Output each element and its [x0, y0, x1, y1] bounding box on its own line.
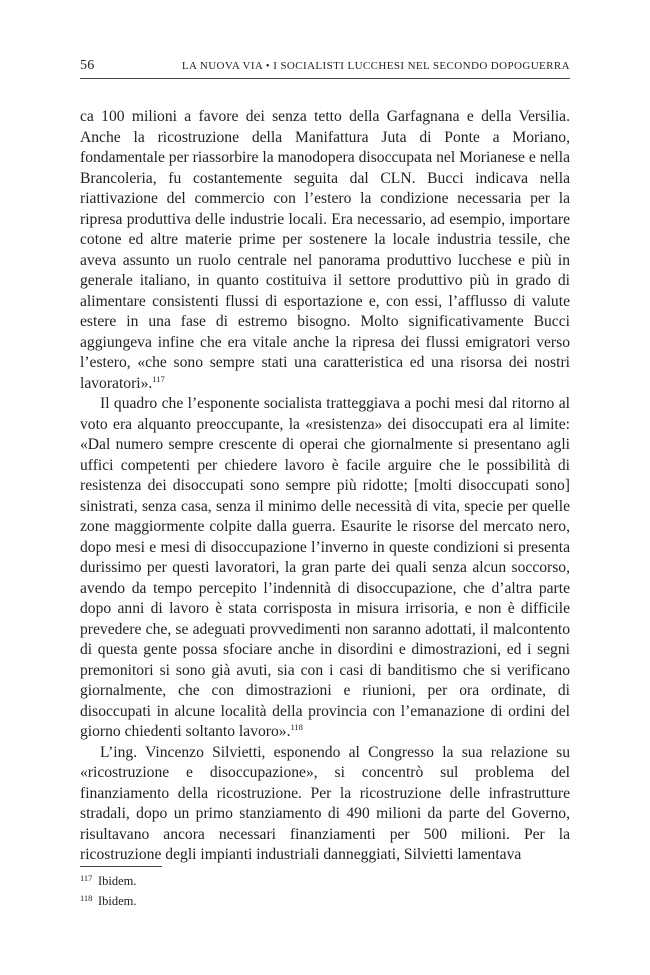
footnote-text: Ibidem. — [98, 894, 137, 908]
footnote-number: 118 — [80, 893, 93, 903]
body-text — [80, 107, 570, 866]
footnote-117 — [80, 872, 570, 892]
paragraph-1-text: ca 100 milioni a favore dei senza tetto della Garfagnana e della Versilia. Anche la ricostruzione della Manifattura Juta di Ponte a Moriano, fondamentale per riassorbire la manodopera disoccupata nel Morianese e nella Brancoleria, fu costantemente seguita dal CLN. Bucci indicava nella riattivazione del commercio con l’estero la condizione necessaria per la ripresa produttiva delle industrie locali. Era necessario, ad esempio, importare cotone ed altre materie prime per sostenere la locale industria tessile, che aveva assunto un ruolo centrale nel panorama produttivo lucchese e più in generale italiano, in quanto costituiva il settore produttivo più in grado di alimentare consistenti flussi di esportazione e, con essi, l’afflusso di valute estere in una fase di estremo bisogno. Molto significativamente Bucci aggiungeva infine che era vitale anche la ripresa dei flussi emigratori verso l’estero, «che sono sempre stati una caratteristica ed una risorsa dei nostri lavoratori». — [80, 108, 570, 392]
footnote-118 — [80, 892, 570, 912]
paragraph-2-text: Il quadro che l’esponente socialista tratteggiava a pochi mesi dal ritorno al voto era alquanto preoccupante, la «resistenza» dei disoccupati era al limite: «Dal numero sempre crescente di operai che giornalmente si presentano agli uffici competenti per chiedere lavoro è facile arguire che le possibilità di resistenza dei disoccupati sono sempre più ridotte; [molti disoccupati sono] sinistrati, senza casa, senza il minimo delle necessità di vita, specie per quelle zone maggiormente colpite dalla guerra. Esaurite le risorse del mercato nero, dopo mesi e mesi di disoccupazione l’inverno in queste condizioni si presenta durissimo per questi lavoratori, la gran parte dei quali senza alcun soccorso, avendo da tempo percepito l’indennità di disoccupazione, che d’altra parte dopo anni di lavoro è stata corrisposta in misura irrisoria, e non è difficile prevedere che, se adeguati provvedimenti non saranno adottati, il malcontento di questa gente possa sfociare anche in disordini e dimostrazioni, ed i segni premonitori si sono già avuti, sia con i casi di banditismo che si verificano giornalmente, che con dimostrazioni e riunioni, per ora ordinate, di disoccupati in alcune località della provincia con l’emanazione di ordini del giorno chiedenti soltanto lavoro». — [80, 395, 570, 740]
footnote-ref-118[interactable]: 118 — [290, 721, 303, 732]
footnotes — [80, 872, 570, 912]
footnote-ref-117[interactable]: 117 — [152, 373, 165, 384]
paragraph-3-text: L’ing. Vincenzo Silvietti, esponendo al Congresso la sua relazione su «ricostruzione e disoccupazione», si concentrò sul problema del finanziamento della ricostruzione. Per la ricostruzione delle infrastrutture stradali, dopo un primo stanziamento di 490 milioni da parte del Governo, risultavano ancora necessari finanziamenti per 500 milioni. Per la ricostruzione degli impianti industriali danneggiati, Silvietti lamentava — [80, 743, 570, 863]
footnote-number: 117 — [80, 873, 93, 883]
footnote-text: Ibidem. — [98, 874, 137, 888]
page-number: 56 — [80, 58, 95, 73]
document-page — [80, 58, 570, 866]
paragraph-3 — [80, 743, 570, 866]
paragraph-1 — [80, 107, 570, 394]
running-title: LA NUOVA VIA • I SOCIALISTI LUCCHESI NEL SECONDO DOPOGUERRA — [181, 60, 570, 72]
running-head — [80, 58, 570, 79]
footnote-divider — [80, 866, 162, 867]
paragraph-2 — [80, 394, 570, 743]
